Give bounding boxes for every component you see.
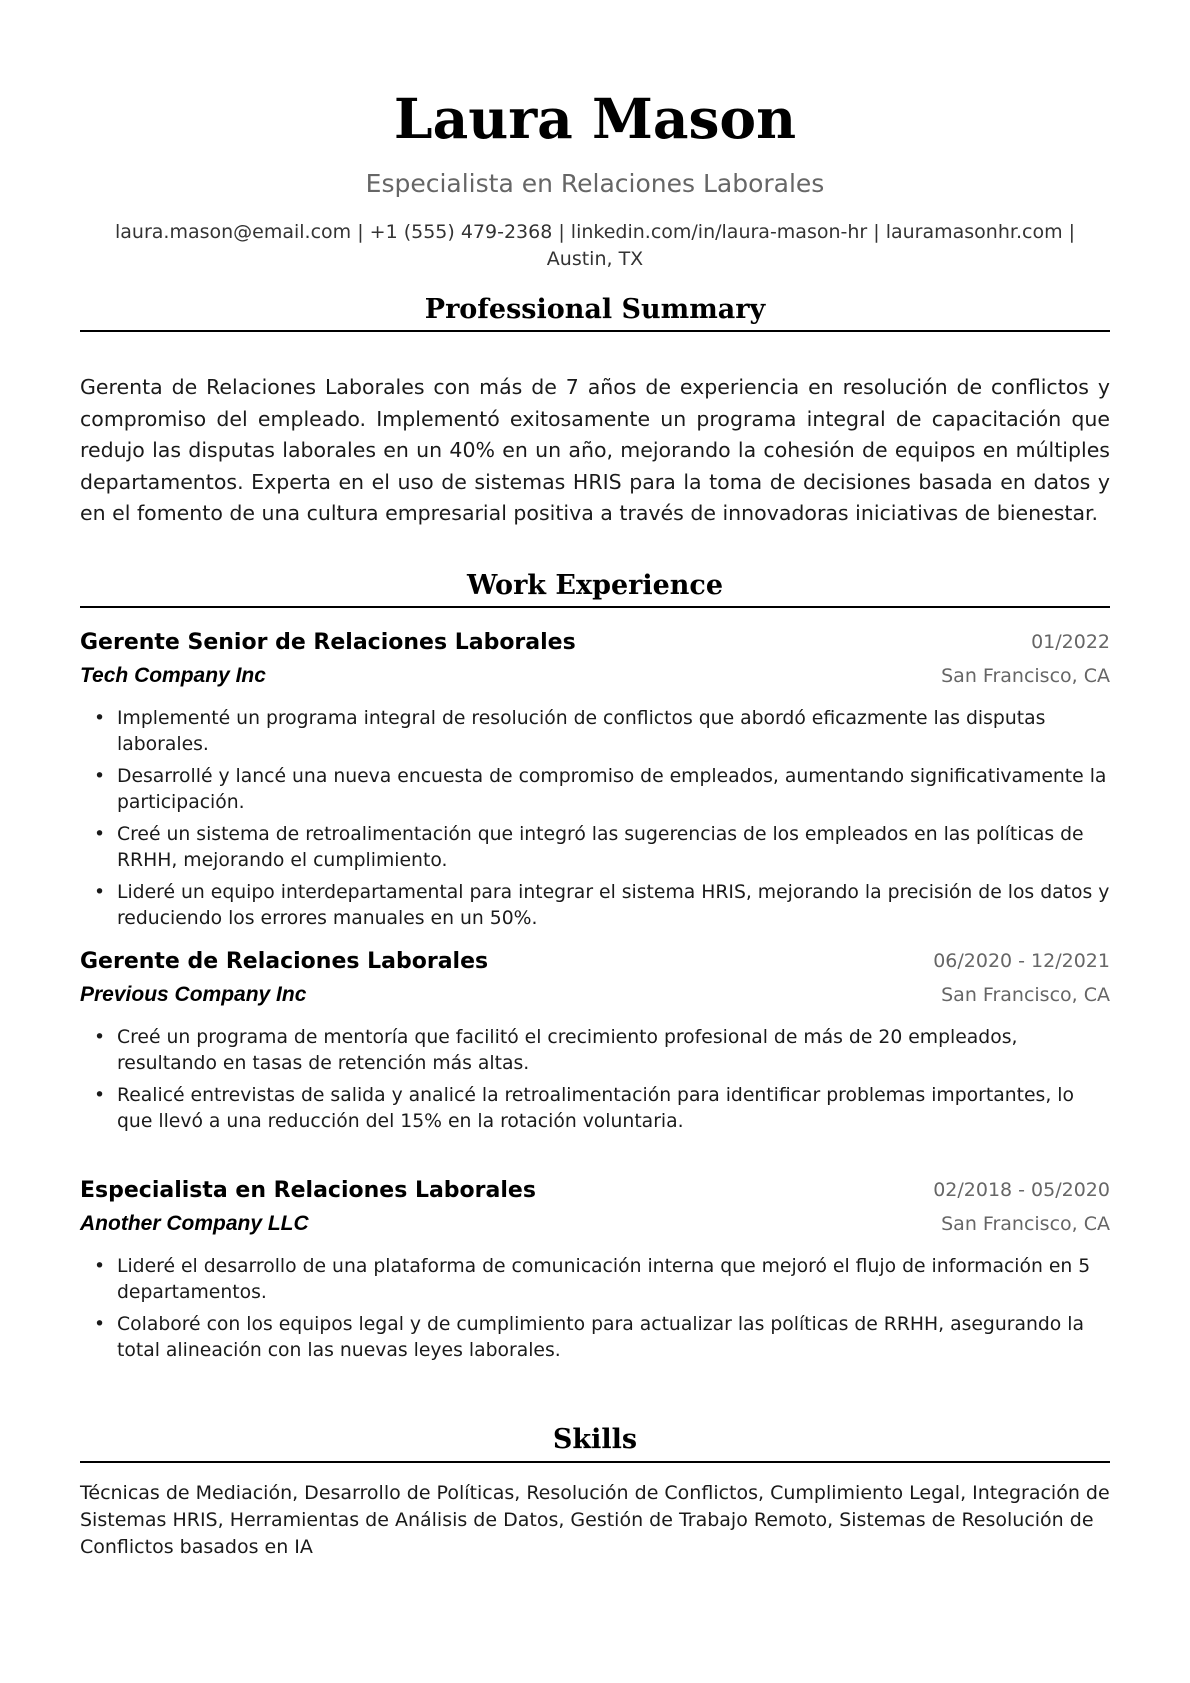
skills-heading: Skills <box>552 1424 638 1455</box>
job-company: Previous Company Inc <box>80 983 307 1006</box>
job-company: Tech Company Inc <box>80 664 266 687</box>
skills-text: Técnicas de Mediación, Desarrollo de Políticas, Resolución de Conflictos, Cumplimiento Legal, Integración de Sistemas HRIS, Herramientas de Análisis de Datos, Gestión de Trabajo Remoto, Sistemas de Resolución de Conflictos basados en IA <box>80 1482 1110 1558</box>
job-bullets <box>80 706 1110 938</box>
job-title: Gerente Senior de Relaciones Laborales <box>80 630 576 655</box>
job-bullet: • Lideré un equipo interdepartamental para integrar el sistema HRIS, mejorando la precisión de los datos y reduciendo los errores manuales en un 50%. <box>80 880 1110 932</box>
job-title: Gerente de Relaciones Laborales <box>80 949 489 974</box>
job-bullet: • Creé un sistema de retroalimentación que integró las sugerencias de los empleados en las políticas de RRHH, mejorando el cumplimiento. <box>80 822 1110 874</box>
job-location: San Francisco, CA <box>941 1213 1110 1235</box>
summary-text: Gerenta de Relaciones Laborales con más de 7 años de experiencia en resolución de conflictos y compromiso del empleado. Implementó exitosamente un programa integral de capacitación que redujo las disputas laborales en un 40% en un año, mejorando la cohesión de equipos en múltiples departamentos. Experta en el uso de sistemas HRIS para la toma de decisiones basada en datos y en el fomento de una cultura empresarial positiva a través de innovadoras iniciativas de bienestar. <box>80 375 1110 525</box>
job-bullet: • Creé un programa de mentoría que facilitó el crecimiento profesional de más de 20 empleados, resultando en tasas de retención más altas. <box>80 1025 1110 1077</box>
candidate-name: Laura Mason <box>393 86 797 151</box>
job-bullets <box>80 1254 1110 1370</box>
job-bullet: • Colaboré con los equipos legal y de cumplimiento para actualizar las políticas de RRHH, asegurando la total alineación con las nuevas leyes laborales. <box>80 1312 1110 1364</box>
summary-divider <box>80 330 1110 332</box>
job-location: San Francisco, CA <box>941 984 1110 1006</box>
experience-divider <box>80 606 1110 608</box>
contact-line: laura.mason@email.com | +1 (555) 479-2368 | linkedin.com/in/laura-mason-hr | lauramasonhr.com | Austin, TX <box>114 221 1076 270</box>
candidate-title: Especialista en Relaciones Laborales <box>365 169 825 198</box>
job-bullet: • Lideré el desarrollo de una plataforma de comunicación interna que mejoró el flujo de información en 5 departamentos. <box>80 1254 1110 1306</box>
job-date: 02/2018 - 05/2020 <box>933 1179 1110 1201</box>
summary-heading: Professional Summary <box>424 294 766 325</box>
skills-divider <box>80 1461 1110 1463</box>
job-title: Especialista en Relaciones Laborales <box>80 1178 536 1203</box>
job-bullets <box>80 1025 1110 1141</box>
job-bullet: • Realicé entrevistas de salida y analicé la retroalimentación para identificar problemas importantes, lo que llevó a una reducción del 15% en la rotación voluntaria. <box>80 1083 1110 1135</box>
job-date: 06/2020 - 12/2021 <box>933 950 1110 972</box>
experience-heading: Work Experience <box>466 570 724 601</box>
job-location: San Francisco, CA <box>941 665 1110 687</box>
job-bullet: • Desarrollé y lancé una nueva encuesta de compromiso de empleados, aumentando significativamente la participación. <box>80 764 1110 816</box>
job-company: Another Company LLC <box>80 1212 309 1235</box>
job-date: 01/2022 <box>1031 631 1110 653</box>
job-bullet: • Implementé un programa integral de resolución de conflictos que abordó eficazmente las disputas laborales. <box>80 706 1110 758</box>
